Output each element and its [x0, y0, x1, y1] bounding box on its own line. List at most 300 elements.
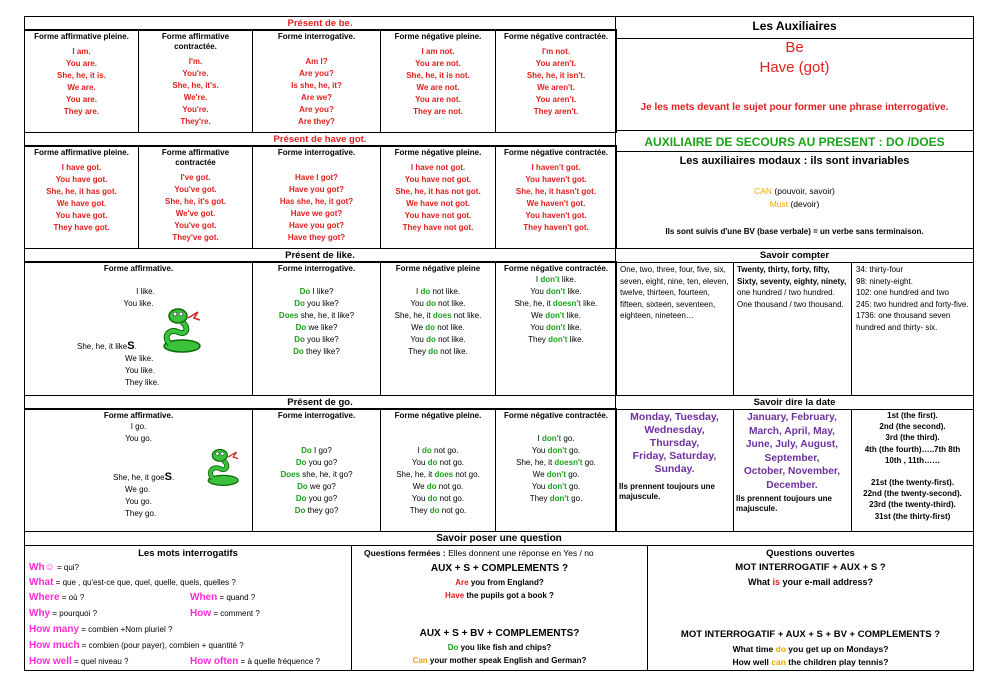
be-form: I'm. [188, 57, 203, 66]
like-negc [495, 261, 617, 396]
mot-def: = quand ? [217, 593, 256, 602]
date-days-note: Ils prennent toujours une majuscule. [619, 482, 716, 501]
be-form: I'm not. [541, 47, 571, 56]
go-text: not go. [439, 506, 467, 515]
mot-word: Why [29, 608, 51, 619]
aux-be: Be [785, 39, 804, 56]
aux-can-line [616, 185, 973, 198]
fermees-head [364, 547, 594, 559]
be-form: Are you? [299, 69, 334, 78]
fermees-f2b [352, 655, 647, 667]
like-text: not like. [435, 299, 466, 308]
like-aux-word: don't [540, 275, 560, 284]
date-title: Savoir dire la date [616, 396, 973, 410]
poser-section [24, 531, 974, 671]
like-affirm-line: We like. [125, 354, 154, 363]
compter-ex-c: 102: one hundred and two [856, 288, 949, 297]
like-affirm [24, 261, 253, 396]
like-aux-word: does [432, 311, 452, 320]
go-negc-line [496, 493, 616, 505]
have-column [24, 145, 139, 249]
have-title: Présent de have got. [25, 133, 615, 147]
have-form: They've got. [172, 233, 219, 242]
ouvertes-o1: MOT INTERROGATIF + AUX + S ? [735, 562, 886, 573]
fermees-are: Are [455, 578, 469, 587]
go-neg-line [381, 469, 495, 481]
compter-title: Savoir compter [616, 249, 973, 263]
ouvertes-o2: MOT INTERROGATIF + AUX + S + BV + COMPLEMENTS ? [680, 629, 941, 640]
go-she-text: She, he, it goe [113, 473, 165, 482]
have-form: You haven't got. [525, 211, 587, 220]
go-title: Présent de go. [25, 396, 615, 410]
like-interro-line [253, 298, 380, 310]
have-column-head: Forme affirmative pleine. [34, 148, 129, 157]
like-interro-line [253, 286, 380, 298]
be-column-head: Forme négative contractée. [503, 32, 609, 41]
go-aux-word: Does [280, 470, 301, 479]
like-text: like. [567, 335, 584, 344]
like-affirm-she [25, 340, 252, 353]
go-interro-line [253, 445, 380, 457]
fermees-def: Elles donnent une réponse en Yes / no [445, 548, 594, 558]
fermees-f1a [352, 577, 647, 589]
go-text: go. [565, 470, 580, 479]
go-she-end: . [171, 473, 175, 482]
go-aux-word: don't [547, 482, 567, 491]
like-negc-line [496, 334, 616, 346]
be-form: They are not. [413, 107, 463, 116]
like-negc-line [496, 286, 616, 298]
be-form: You aren't. [535, 59, 577, 68]
mot-word: How much [29, 640, 80, 651]
have-form: You've got. [174, 221, 217, 230]
aux-note: Je les mets devant le sujet pour former une phrase interrogative. [640, 102, 949, 113]
have-form: They have not got. [402, 223, 474, 232]
go-text: not go. [431, 446, 459, 455]
like-affirm-head: Forme affirmative. [103, 264, 174, 273]
mot-def: = que , qu'est-ce que, quel, quelle, quels, quelles ? [53, 578, 236, 587]
go-negc-line [496, 457, 616, 469]
go-aux-word: Do [301, 446, 312, 455]
like-neg-line [381, 334, 495, 346]
be-form: You are not. [415, 59, 461, 68]
o2-whattime: What time [732, 644, 776, 654]
have-form: You have got. [55, 211, 108, 220]
o2-do: do [775, 644, 786, 654]
like-text: I [415, 287, 421, 296]
o2-rest2: the children play tennis? [785, 657, 889, 667]
like-affirm-line: You like. [125, 366, 155, 375]
like-neg-line [381, 310, 495, 322]
month-line: December. [766, 479, 818, 491]
mot-def: = où ? [59, 593, 85, 602]
compter-tens-c: One thousand / two thousand. [737, 299, 844, 309]
go-text: not go. [437, 494, 465, 503]
poser-ouvertes [648, 545, 973, 671]
have-column-lines [381, 162, 495, 234]
fermees-f1a-rest: you from England? [468, 578, 544, 587]
go-text: they go? [305, 506, 339, 515]
aux-modaux: Les auxiliaires modaux : ils sont invariables [679, 155, 910, 167]
go-affirm-line: They go. [125, 509, 157, 518]
date-months [733, 409, 852, 532]
mot-interrogatif [29, 655, 129, 668]
go-aux-word: don't [541, 434, 562, 443]
like-text: You [410, 335, 427, 344]
have-form: I haven't got. [531, 163, 581, 172]
aux-have: Have (got) [759, 59, 830, 76]
poser-title: Savoir poser une question [25, 532, 973, 546]
have-column-lines [253, 172, 380, 244]
have-form: We've got. [175, 209, 216, 218]
go-negc-line [496, 481, 616, 493]
go-aux-word: do [429, 506, 440, 515]
like-text: You [410, 299, 427, 308]
like-text: not like. [435, 335, 466, 344]
be-form: I am. [72, 47, 91, 56]
compter-ex-b: 98: ninety-eight. [856, 276, 913, 286]
compter-examples [852, 262, 973, 396]
go-text: We [532, 470, 547, 479]
go-aux-word: Do [297, 482, 308, 491]
like-text: not like. [435, 323, 465, 332]
o1-what: What [747, 577, 773, 587]
like-aux-word: Do [293, 347, 304, 356]
be-form: Are we? [300, 93, 333, 102]
like-aux-word: do [426, 299, 436, 308]
compter-ex-a: 34: thirty-four [856, 265, 904, 274]
day-line: Monday, Tuesday, [630, 411, 719, 423]
like-text: like. [580, 299, 598, 308]
be-column [138, 29, 253, 133]
compter-tens-b: one hundred / two hundred. [737, 288, 835, 297]
go-text: she, he, it go? [300, 470, 353, 479]
compter-tens-a: Twenty, thirty, forty, fifty, Sixty, seventy, eighty, ninety, [737, 265, 847, 286]
go-negc-line [496, 445, 616, 457]
date-section [615, 395, 974, 532]
be-column-head: Forme affirmative contractée. [161, 32, 230, 51]
smiley-icon: ☺ [44, 562, 55, 573]
like-text: not like. [438, 347, 468, 356]
like-text: They [528, 335, 549, 344]
day-line: Thursday, [649, 437, 700, 449]
be-form: They're. [180, 117, 211, 126]
have-form: You have not got. [404, 211, 472, 220]
aux-must-def: (devoir) [788, 199, 820, 209]
like-affirm-line: You like. [123, 299, 154, 308]
aux-can-def: (pouvoir, savoir) [772, 186, 835, 196]
go-affirm-head: Forme affirmative. [103, 411, 174, 420]
be-form: We are not. [416, 83, 460, 92]
be-form: She, he, it is not. [406, 71, 470, 80]
ordinal-line: 4th (the fourth)…..7th 8th [864, 444, 961, 454]
mot-word: What [29, 577, 54, 588]
like-text: you like? [304, 335, 339, 344]
like-text: like. [565, 323, 582, 332]
go-neg-line [381, 445, 495, 457]
like-aux-word: don't [546, 323, 566, 332]
like-negc-line [496, 322, 616, 334]
ordinal-line: 31st (the thirty-first) [874, 511, 951, 521]
compter-ex-e: 1736: one thousand seven hundred and thirty- six. [856, 311, 951, 332]
be-column-lines [25, 46, 138, 118]
mot-def: = pourquoi ? [50, 609, 98, 618]
like-text: You [530, 287, 547, 296]
ordinal-line: 21st (the twenty-first). [870, 478, 955, 488]
like-text: She, he, it [394, 311, 433, 320]
go-text: go. [582, 458, 596, 467]
go-text: They [529, 494, 550, 503]
month-line: January, February, [747, 412, 837, 423]
day-line: Wednesday, [644, 424, 705, 436]
like-aux-word: Do [299, 287, 311, 296]
be-form: You're. [182, 69, 209, 78]
mot-word: Where [29, 592, 60, 603]
mot-def: = qui? [54, 563, 80, 572]
like-aux-word: doesn't [552, 299, 581, 308]
ordinal-line: 10th , 11th…… [884, 455, 941, 465]
ouvertes-o1-ex [648, 576, 973, 589]
like-text: We [411, 323, 426, 332]
like-neg-line [381, 286, 495, 298]
be-form: You aren't. [535, 95, 577, 104]
like-text: I like? [310, 287, 334, 296]
mot-interrogatif [29, 623, 172, 636]
date-ordinals [852, 409, 973, 532]
have-column-lines [139, 172, 252, 244]
be-column-head: Forme interrogative. [277, 32, 356, 41]
mot-word: How well [29, 656, 72, 667]
go-text: you go? [306, 458, 338, 467]
like-aux-word: don't [545, 311, 565, 320]
go-neg-line [381, 505, 495, 517]
like-aux-word: do [428, 347, 438, 356]
go-neg-line [381, 481, 495, 493]
aux-section [615, 16, 974, 249]
like-text: like. [565, 287, 582, 296]
ouvertes-o2-ex2 [648, 656, 973, 668]
like-neg-line [381, 322, 495, 334]
have-column-head: Forme négative contractée. [503, 148, 609, 157]
fermees-f2: AUX + S + BV + COMPLEMENTS? [419, 628, 580, 639]
have-form: She, he, it hasn't got. [515, 187, 597, 196]
go-interro [252, 408, 381, 532]
like-neg-line [381, 346, 495, 358]
like-aux-word: Do [295, 323, 307, 332]
have-column-head: Forme négative pleine. [394, 148, 482, 157]
mot-word: How [190, 608, 212, 619]
have-form: We haven't got. [526, 199, 586, 208]
like-text: They [408, 347, 429, 356]
mot-word: How many [29, 624, 80, 635]
have-form: Have you got? [288, 221, 345, 230]
fermees-title: Questions fermées : [364, 548, 446, 558]
like-text: they like? [303, 347, 340, 356]
go-interro-line [253, 457, 380, 469]
go-affirm-she [25, 471, 252, 484]
like-she-end: . [134, 342, 137, 351]
have-form: She, he, it has got. [46, 187, 117, 196]
ordinal-line: 23rd (the twenty-third). [869, 500, 956, 510]
go-text: go. [561, 434, 575, 443]
like-aux-word: Do [294, 335, 305, 344]
go-interro-line [253, 481, 380, 493]
go-aux-word: don't [549, 494, 569, 503]
mot-word: Wh [29, 562, 45, 573]
have-column-lines [496, 162, 616, 234]
fermees-have: Have [445, 591, 465, 600]
ordinal-line: 22nd (the twenty-second). [863, 489, 962, 499]
go-text: I [417, 446, 422, 455]
month-line: March, April, May, [748, 425, 836, 437]
poser-fermees [352, 545, 648, 671]
be-column-head: Forme affirmative pleine. [34, 32, 129, 41]
go-text: I go? [311, 446, 332, 455]
have-form: They haven't got. [523, 223, 589, 232]
go-neg [380, 408, 496, 532]
month-line: September, [764, 452, 820, 464]
be-form: We are. [67, 83, 96, 92]
mot-interrogatif [190, 607, 260, 620]
aux-must-line [616, 198, 973, 211]
be-form: You are not. [415, 95, 461, 104]
go-text: You [411, 494, 428, 503]
like-title: Présent de like. [25, 249, 615, 263]
be-column [495, 29, 617, 133]
have-form: I have not got. [410, 163, 466, 172]
fermees-f2a [352, 642, 647, 654]
go-text: we go? [307, 482, 336, 491]
fermees-do: Do [447, 643, 459, 652]
go-aux-word: don't [547, 446, 567, 455]
aux-secours: AUXILIAIRE DE SECOURS AU PRESENT : DO /DOES [644, 135, 945, 149]
go-affirm-line: I go. [130, 422, 147, 431]
fermees-f1b-rest: the pupils got a book ? [464, 591, 554, 600]
go-aux-word: do [427, 494, 438, 503]
go-text: You [531, 446, 548, 455]
day-line: Sunday. [654, 463, 695, 475]
like-text: like. [559, 275, 577, 284]
mot-def: = combien (pour payer), combien + quantité ? [79, 641, 244, 650]
fermees-f1: AUX + S + COMPLEMENTS ? [430, 563, 569, 574]
have-form: Have we got? [290, 209, 343, 218]
like-text: not like. [451, 311, 482, 320]
mot-def: = à quelle fréquence ? [238, 657, 320, 666]
like-aux-word: do [420, 287, 431, 296]
o1-rest: your e-mail address? [779, 577, 874, 587]
like-text: I [535, 275, 541, 284]
be-form: Is she, he, it? [291, 81, 342, 90]
have-form: Have I got? [294, 173, 339, 182]
go-text: We [412, 482, 427, 491]
have-form: I have got. [61, 163, 102, 172]
be-form: We aren't. [537, 83, 575, 92]
like-interro-line [253, 346, 380, 358]
go-neg-head: Forme négative pleine. [394, 411, 482, 420]
go-s-letter: S [164, 471, 172, 483]
go-interro-head: Forme interrogative. [277, 411, 356, 420]
have-form: Have they got? [287, 233, 346, 242]
like-text: not like. [430, 287, 461, 296]
go-text: I [537, 434, 542, 443]
like-interro-line [253, 322, 380, 334]
mot-interrogatif [190, 655, 320, 668]
like-interro [252, 261, 381, 396]
mot-word: When [190, 592, 218, 603]
compter-section [615, 248, 974, 396]
ordinal-line: 3rd (the third). [885, 433, 940, 443]
go-affirm-line: You go. [125, 497, 152, 506]
have-column [252, 145, 381, 249]
be-form: Are you? [299, 105, 334, 114]
go-text: She, he, it [516, 458, 555, 467]
go-text: You [411, 458, 428, 467]
be-form: You are. [66, 59, 97, 68]
go-affirm-line: You go. [125, 434, 152, 443]
go-interro-line [253, 469, 380, 481]
go-aux-word: doesn't [554, 458, 583, 467]
go-negc-line [496, 433, 616, 445]
date-days [616, 409, 734, 532]
be-form: She, he, it isn't. [526, 71, 586, 80]
have-form: You've got. [174, 185, 217, 194]
mots-title: Les mots interrogatifs [138, 548, 238, 559]
like-text: She, he, it [514, 299, 553, 308]
have-form: She, he, it's got. [164, 197, 227, 206]
be-form: They aren't. [533, 107, 579, 116]
compter-units: One, two, three, four, five, six, seven, eight, nine, ten, eleven, twelve, thirteen, fourteen, fifteen, sixteen, seventeen, eighteen, nineteen… [616, 262, 734, 396]
have-column-lines [25, 162, 138, 234]
compter-ex-d: 245: two hundred and forty-five. [856, 299, 969, 309]
aux-bv: Ils sont suivis d'une BV (base verbale) = un verbe sans terminaison. [665, 227, 924, 236]
like-aux-word: don't [548, 335, 568, 344]
go-affirm-line: We go. [125, 485, 151, 494]
like-she-text: She, he, it like [77, 342, 128, 351]
be-column [380, 29, 496, 133]
go-interro-line [253, 493, 380, 505]
like-interro-line [253, 310, 380, 322]
go-text: you go? [306, 494, 338, 503]
fermees-f2b-rest: your mother speak English and German? [427, 656, 587, 665]
like-interro-line [253, 334, 380, 346]
go-aux-word: don't [546, 470, 566, 479]
go-text: You [531, 482, 548, 491]
like-text: we like? [306, 323, 338, 332]
go-text: They [409, 506, 430, 515]
be-form: Am I? [305, 57, 328, 66]
have-form: Has she, he, it got? [279, 197, 354, 206]
day-line: Friday, Saturday, [632, 450, 717, 462]
be-column-head: Forme négative pleine. [394, 32, 482, 41]
o1-is: is [772, 577, 780, 587]
be-column-lines [381, 46, 495, 118]
go-text: go. [566, 446, 581, 455]
mot-def: = combien +Nom pluriel ? [79, 625, 173, 634]
month-line: June, July, August, [745, 439, 839, 450]
mot-interrogatif [190, 591, 255, 604]
go-text: not go. [437, 458, 465, 467]
go-aux-word: Do [295, 494, 307, 503]
like-text: you like? [304, 299, 339, 308]
mot-def: = comment ? [211, 609, 260, 618]
be-column-lines [253, 56, 380, 128]
fermees-f2a-rest: you like fish and chips? [458, 643, 552, 652]
go-negc-line [496, 469, 616, 481]
mot-interrogatif [29, 591, 84, 604]
have-column-head: Forme affirmative contractée [161, 148, 230, 167]
like-negc-head: Forme négative contractée. [503, 264, 609, 273]
like-negc-line [496, 298, 616, 310]
